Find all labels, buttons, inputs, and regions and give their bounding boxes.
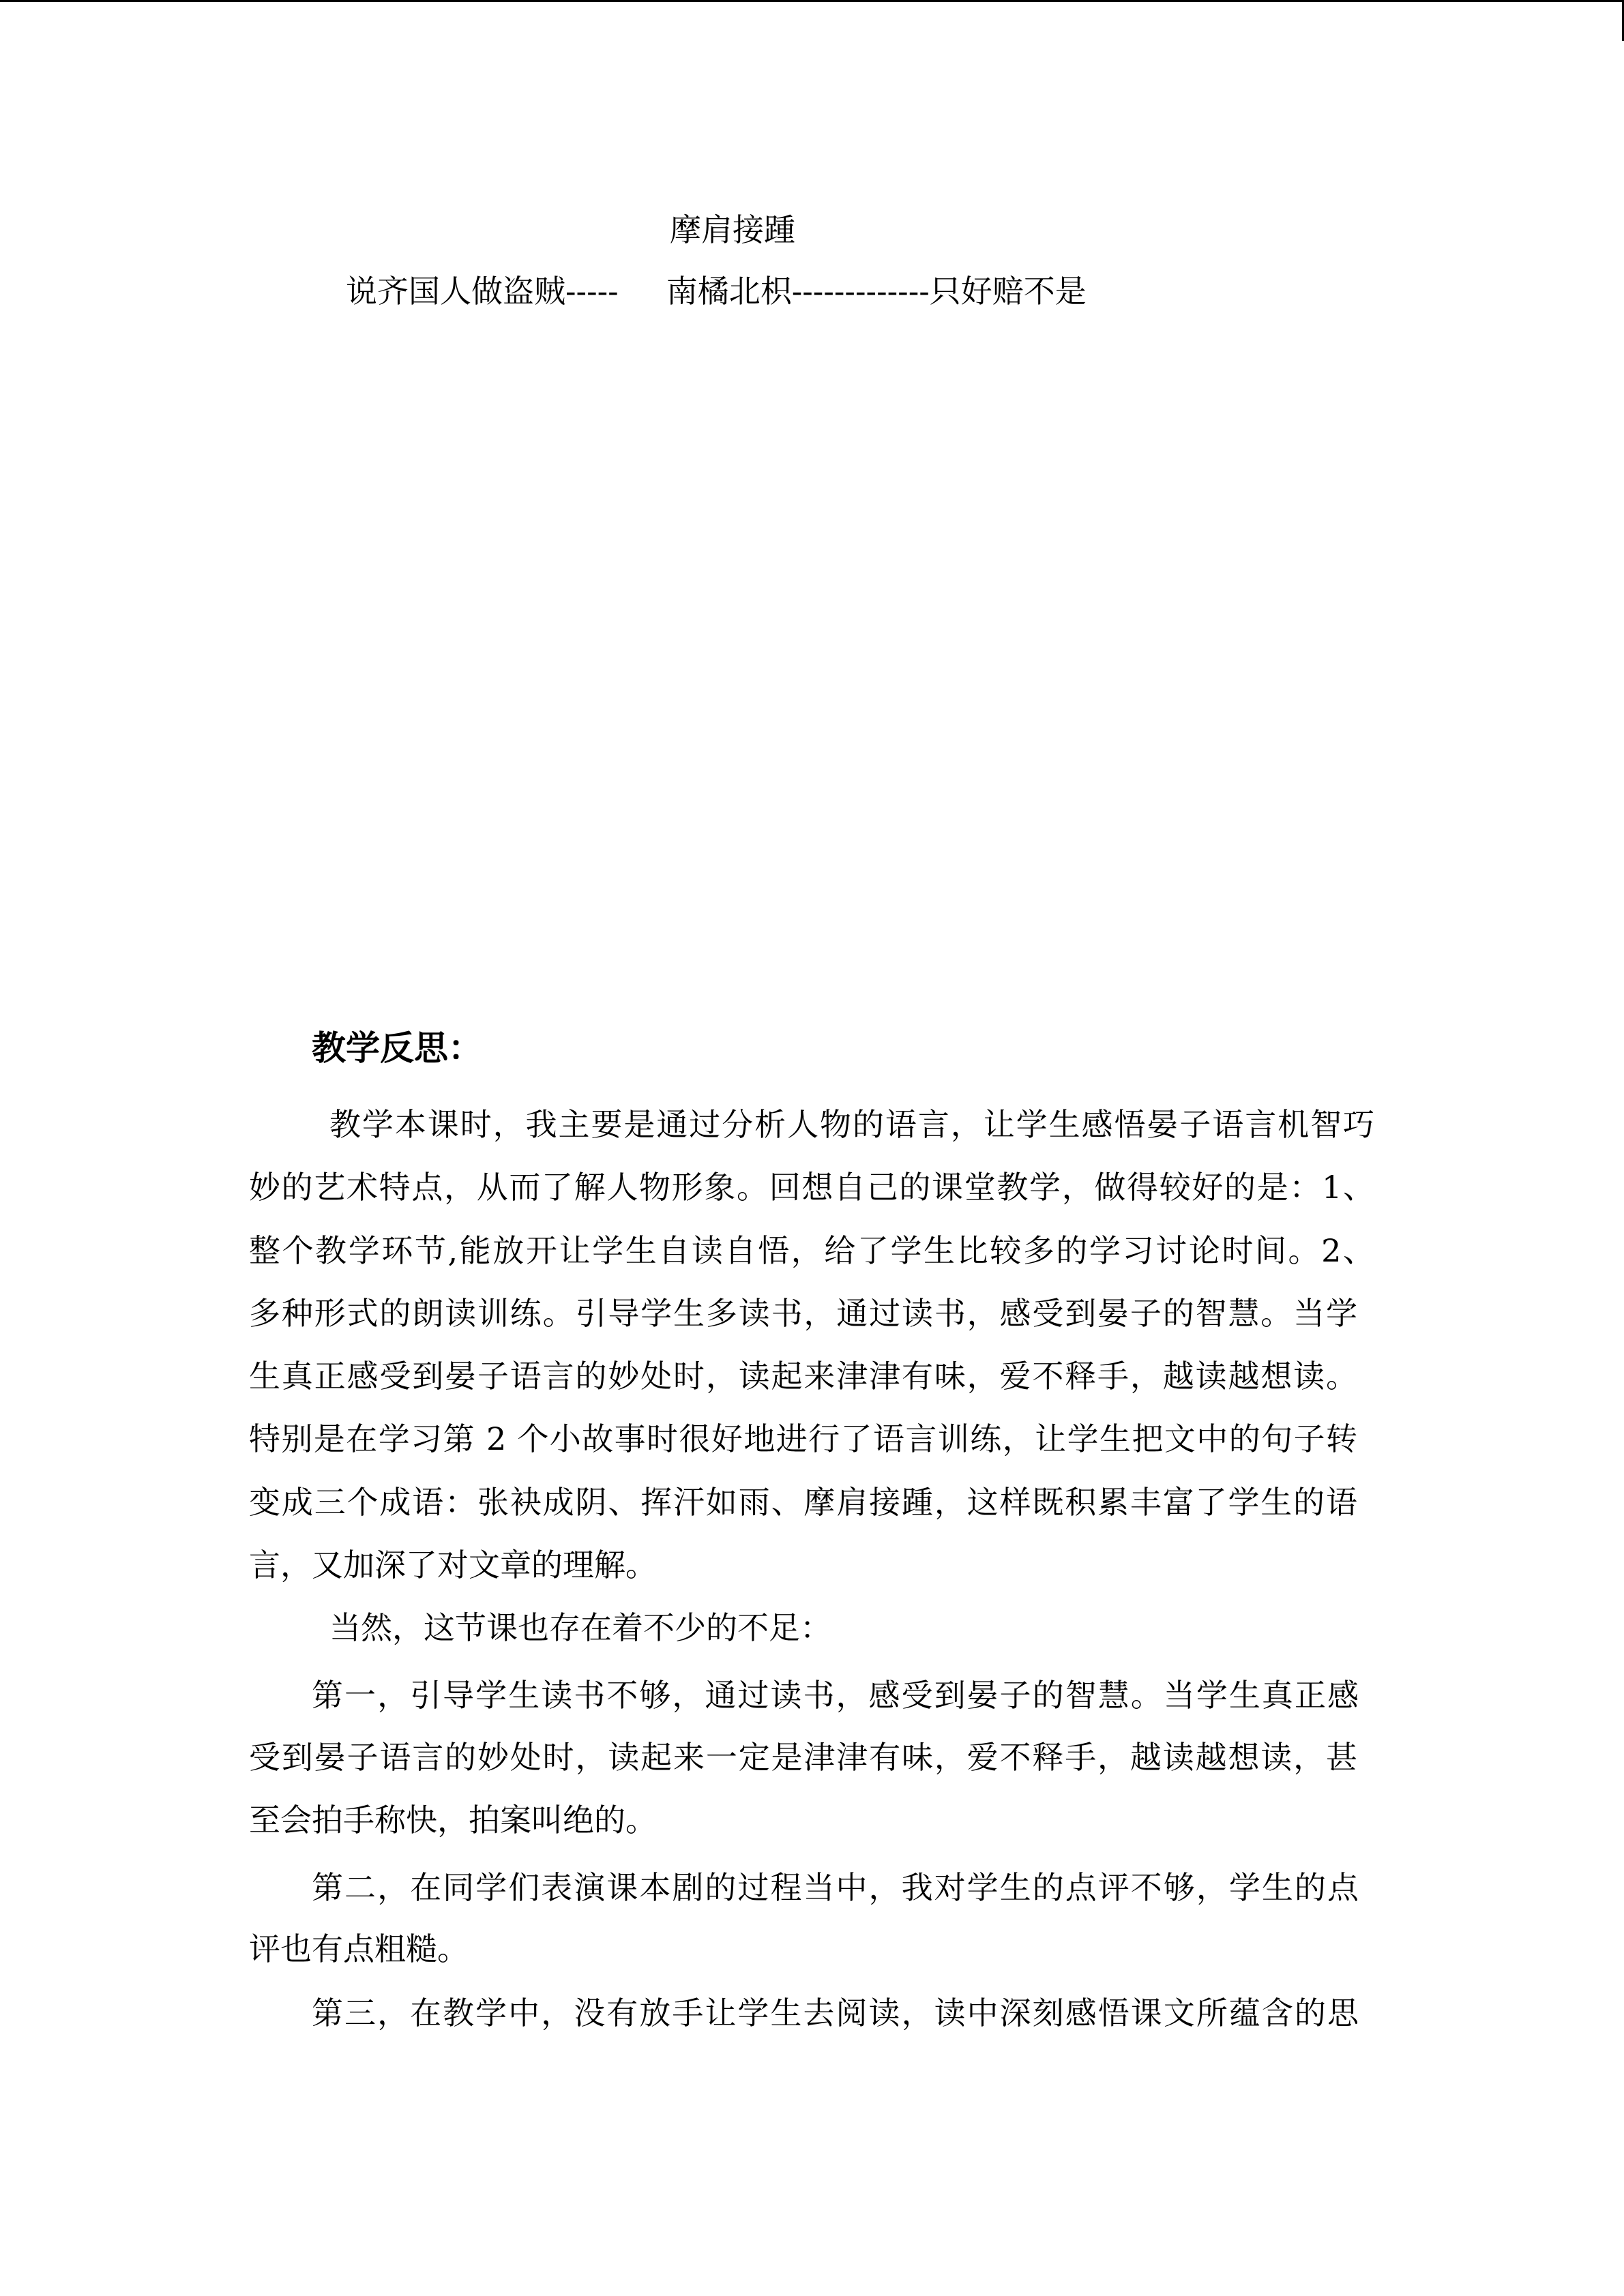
paragraph-line: 生真正感受到晏子语言的妙处时，读起来津津有味，爱不释手，越读越想读。 xyxy=(249,1358,1357,1395)
story-summary-part2: 南橘北枳-------------只好赔不是 xyxy=(666,273,1087,310)
section-title: 摩肩接踵 xyxy=(670,211,795,248)
paragraph-line: 第二，在同学们表演课本剧的过程当中，我对学生的点评不够，学生的点 xyxy=(312,1869,1359,1906)
paragraph-line: 教学本课时，我主要是通过分析人物的语言，让学生感悟晏子语言机智巧 xyxy=(329,1106,1374,1143)
paragraph-line: 当然，这节课也存在着不少的不足： xyxy=(329,1609,831,1646)
paragraph-line: 第三，在教学中，没有放手让学生去阅读，读中深刻感悟课文所蕴含的思 xyxy=(312,1995,1359,2031)
story-summary xyxy=(346,260,1087,323)
paragraph-line: 言，又加深了对文章的理解。 xyxy=(249,1547,657,1583)
paragraph-line: 受到晏子语言的妙处时，读起来一定是津津有味，爱不释手，越读越想读，甚 xyxy=(249,1739,1357,1776)
paragraph-line: 评也有点粗糙。 xyxy=(249,1930,469,1967)
paragraph-line: 第一，引导学生读书不够，通过读书，感受到晏子的智慧。当学生真正感 xyxy=(312,1677,1359,1714)
paragraph-line: 至会拍手称快，拍案叫绝的。 xyxy=(249,1802,657,1838)
story-summary-part1: 说齐国人做盗贼----- xyxy=(346,273,619,310)
paragraph-line: 整个教学环节,能放开让学生自读自悟，给了学生比较多的学习讨论时间。2、 xyxy=(249,1232,1374,1269)
paragraph-line: 妙的艺术特点，从而了解人物形象。回想自己的课堂教学，做得较好的是：1、 xyxy=(249,1169,1374,1206)
paragraph-line: 变成三个成语：张袂成阴、挥汗如雨、摩肩接踵，这样既积累丰富了学生的语 xyxy=(249,1484,1357,1521)
page-border-top xyxy=(0,0,1624,2)
paragraph-line: 多种形式的朗读训练。引导学生多读书，通过读书，感受到晏子的智慧。当学 xyxy=(249,1295,1357,1332)
paragraph-line: 特别是在学习第 2 个小故事时很好地进行了语言训练，让学生把文中的句子转 xyxy=(249,1420,1357,1457)
reflection-heading: 教学反思： xyxy=(312,1028,482,1068)
